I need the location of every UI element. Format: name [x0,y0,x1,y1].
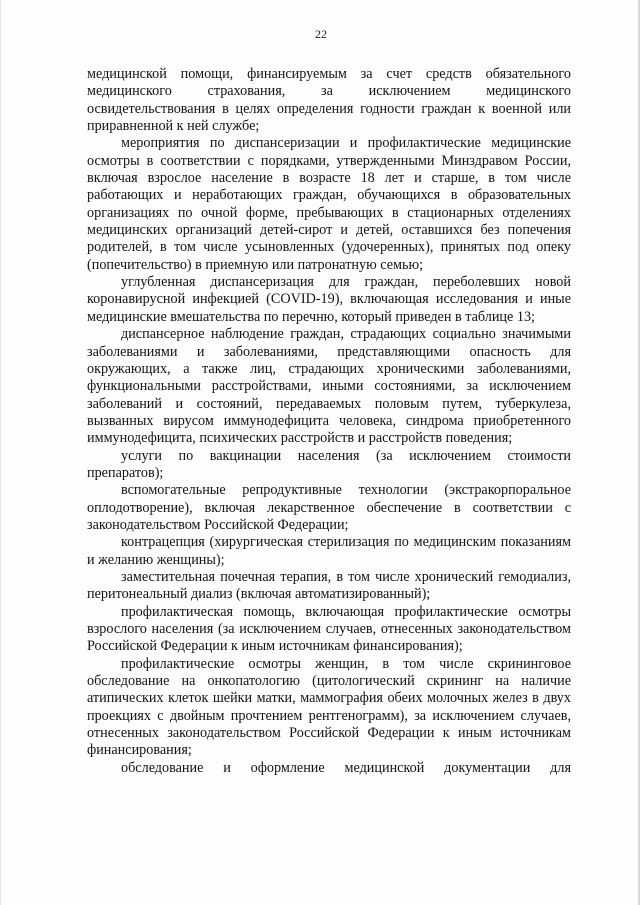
paragraph-preventive-care: профилактическая помощь, включающая профилактические осмотры взрослого населения (за исключением случаев, отнесенных законодательством Российской Федерации к иным источникам финансирования); [87,603,571,655]
paragraph-examination: обследование и оформление медицинской документации для [121,759,571,776]
paragraph-women-screening: профилактические осмотры женщин, в том числе скрининговое обследование на онкопатологию (цитологический скрининг на наличие атипических клеток шейки матки, маммография обеих молочных желез в двух проекциях с двойным прочтением рентгенограмм), за исключением случаев, отнесенных законодательством Российской Федерации к иным источникам финансирования; [87,655,571,759]
paragraph-dispensary-observation: диспансерное наблюдение граждан, страдающих социально значимыми заболеваниями и заболеваниями, представляющими опасность для окружающих, а также лиц, страдающих хроническими заболеваниями, функциональными расстройствами, иными состояниями, за исключением заболеваний и состояний, передаваемых половым путем, туберкулеза, вызванных вирусом иммунодефицита человека, синдрома приобретенного иммунодефицита, психических расстройств и расстройств поведения; [87,326,571,447]
page-number: 22 [315,27,327,41]
paragraph-renal-therapy: заместительная почечная терапия, в том числе хронический гемодиализ, перитонеальный диализ (включая автоматизированный); [87,568,571,603]
paragraph-contraception: контрацепция (хирургическая стерилизация по медицинским показаниям и желанию женщины); [87,534,571,568]
paragraph-continuation: медицинской помощи, финансируемым за счет средств обязательного медицинского страхования, за исключением медицинского освидетельствования в целях определения годности граждан к военной или приравненной к ней службе; [87,66,571,135]
document-body [87,66,571,777]
paragraph-vaccination: услуги по вакцинации населения (за исключением стоимости препаратов); [87,447,571,481]
paragraph-reproductive-tech: вспомогательные репродуктивные технологии (экстракорпоральное оплодотворение), включая лекарственное обеспечение в соответствии с законодательством Российской Федерации; [87,482,571,533]
paragraph-dispensarization: мероприятия по диспансеризации и профилактические медицинские осмотры в соответствии с порядками, утвержденными Минздравом России, включая взрослое население в возрасте 18 лет и старше, в том числе работающих и неработающих граждан, обучающихся в образовательных организациях по очной форме, пребывающих в стационарных отделениях медицинских организаций детей-сирот и детей, оставшихся без попечения родителей, в том числе усыновленных (удочеренных), принятых под опеку (попечительство) в приемную или патронатную семью; [87,135,571,273]
paragraph-covid-dispensarization: углубленная диспансеризация для граждан, переболевших новой коронавирусной инфекцией (COVID-19), включающая исследования и иные медицинские вмешательства по перечню, который приведен в таблице 13; [87,274,571,325]
